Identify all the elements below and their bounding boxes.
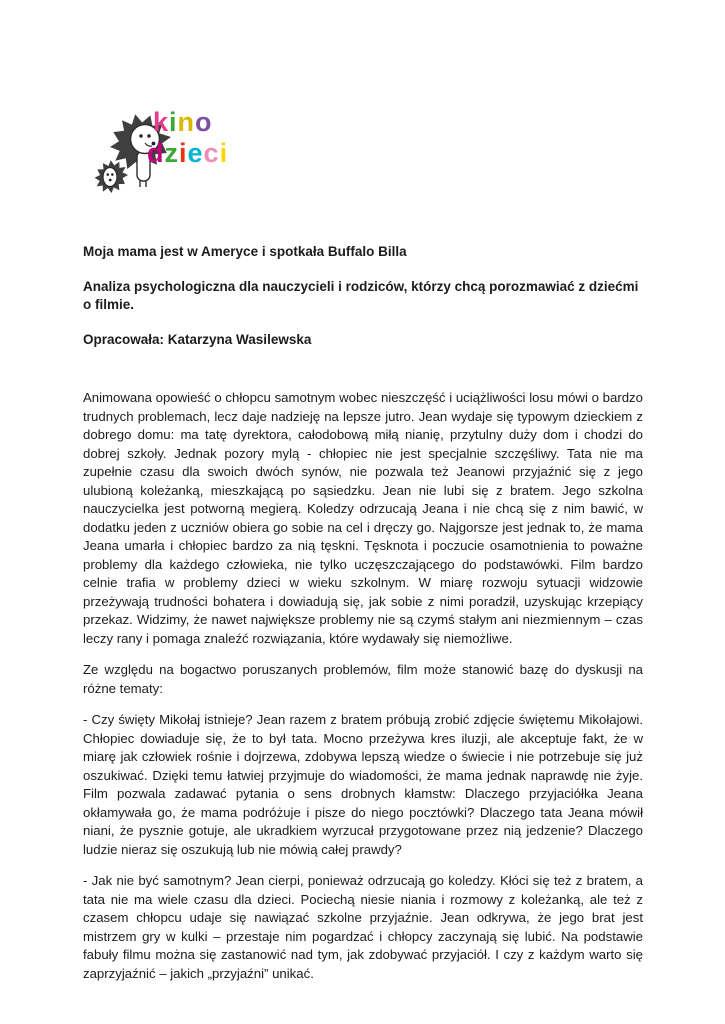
paragraph-topic-loneliness: - Jak nie być samotnym? Jean cierpi, ponieważ odrzucają go koledzy. Kłóci się też z bratem, a tata nie ma wiele czasu dla dzieci. Pociechą niesie niania i rozmowy z koleżanką, ale też z czasem chłopcu udaje się nawiązać szkolne przyjaźnie. Jean odkrywa, że jego brat jest mistrzem gry w kulki – przestaje nim pogardzać i chłopcy zaczynają się lubić. Na podstawie fabuły filmu można się zastanowić nad tym, jak zdobywać przyjaciół. I czy z każdym warto się zaprzyjaźnić – jakich „przyjaźni” unikać. [83,873,643,981]
logo-letter: k [153,107,170,137]
logo-letter: i [169,107,178,137]
logo-word-kino [153,107,228,138]
logo-letter: n [177,107,196,137]
logo-letter: i [219,138,229,168]
kino-dzieci-logo [95,85,265,211]
document-content [83,85,643,996]
document-subtitle: Analiza psychologiczna dla nauczycieli i rodziców, którzy chcą porozmawiać z dziećmi o filmie. [83,279,639,312]
document-author-line: Opracowała: Katarzyna Wasilewska [83,332,312,347]
paragraph-film-overview: Animowana opowieść o chłopcu samotnym wobec nieszczęść i uciążliwości losu mówi o bardzo trudnych problemach, lecz daje nadzieję na lepsze jutro. Jean wydaje się typowym dzieckiem z dobrego domu: ma tatę dyrektora, całodobową miłą nianię, przytulny duży dom i chodzi do dobrej szkoły. Jednak pozory mylą - chłopiec nie jest specjalnie szczęśliwy. Tata nie ma zupełnie czasu dla swoich dwóch synów, nie pozwala też Jeanowi przyjaźnić się z jego ulubioną koleżanką, mieszkającą po sąsiedzku. Jean nie lubi się z bratem. Jego szkolna nauczycielka jest potworną megierą. Koledzy odrzucają Jeana i nie chcą się z nim bawić, w dodatku jeden z uczniów obiera go sobie na cel i dręczy go. Najgorsze jest jednak to, że mama Jeana umarła i chłopiec bardzo za nią tęskni. Tęsknota i poczucie osamotnienia to poważne problemy dla każdego człowieka, nie tylko uczęszczającego do podstawówki. Film bardzo celnie trafia w problemy dzieci w wieku szkolnym. W miarę rozwoju sytuacji widzowie przeżywają trudności bohatera i dowiadują się, jak sobie z nimi poradził, uzyskując krzepiący przekaz. Widzimy, że nawet największe problemy nie są czymś stałym ani niezmiennym – czas leczy rany i pomaga znaleźć rozwiązania, które wydawały się niemożliwe. [83,390,643,646]
logo-wordmark [147,107,229,169]
logo-letter: c [203,138,220,168]
paragraph-topic-santa: - Czy święty Mikołaj istnieje? Jean razem z bratem próbują zrobić zdjęcie świętemu Mikołajowi. Chłopiec dowiaduje się, że to był tata. Mocno przeżywa kres iluzji, ale akceptuje fakt, że w miarę jak człowiek rośnie i dojrzewa, zdobywa lepszą wiedze o świecie i nie potrzebuje się już oszukiwać. Dzięki temu łatwiej przyjmuje do wiadomości, że mama jednak naprawdę nie żyje. Film pozwala zadawać pytania o sens drobnych kłamstw: Dlaczego przyjaciółka Jeana okłamywała go, że mama podróżuje i pisze do niego pocztówki? Dlaczego tata Jeana mówił niani, że pysznie gotuje, ale ukradkiem wyrzucał przygotowane przez nią jedzenie? Dlaczego ludzie nieraz się oszukują lub nie mówią całej prawdy? [83,712,643,857]
paragraph-discussion-intro: Ze względu na bogactwo poruszanych problemów, film może stanowić bazę do dyskusji na różne tematy: [83,662,643,696]
logo-letter: d [147,138,165,168]
logo-letter: i [179,138,188,168]
logo-word-dzieci [147,138,228,169]
logo-letter: o [195,107,213,137]
document-title: Moja mama jest w Ameryce i spotkała Buffalo Billa [83,244,407,259]
logo-letter: e [187,138,204,168]
logo-letter: z [164,138,179,168]
